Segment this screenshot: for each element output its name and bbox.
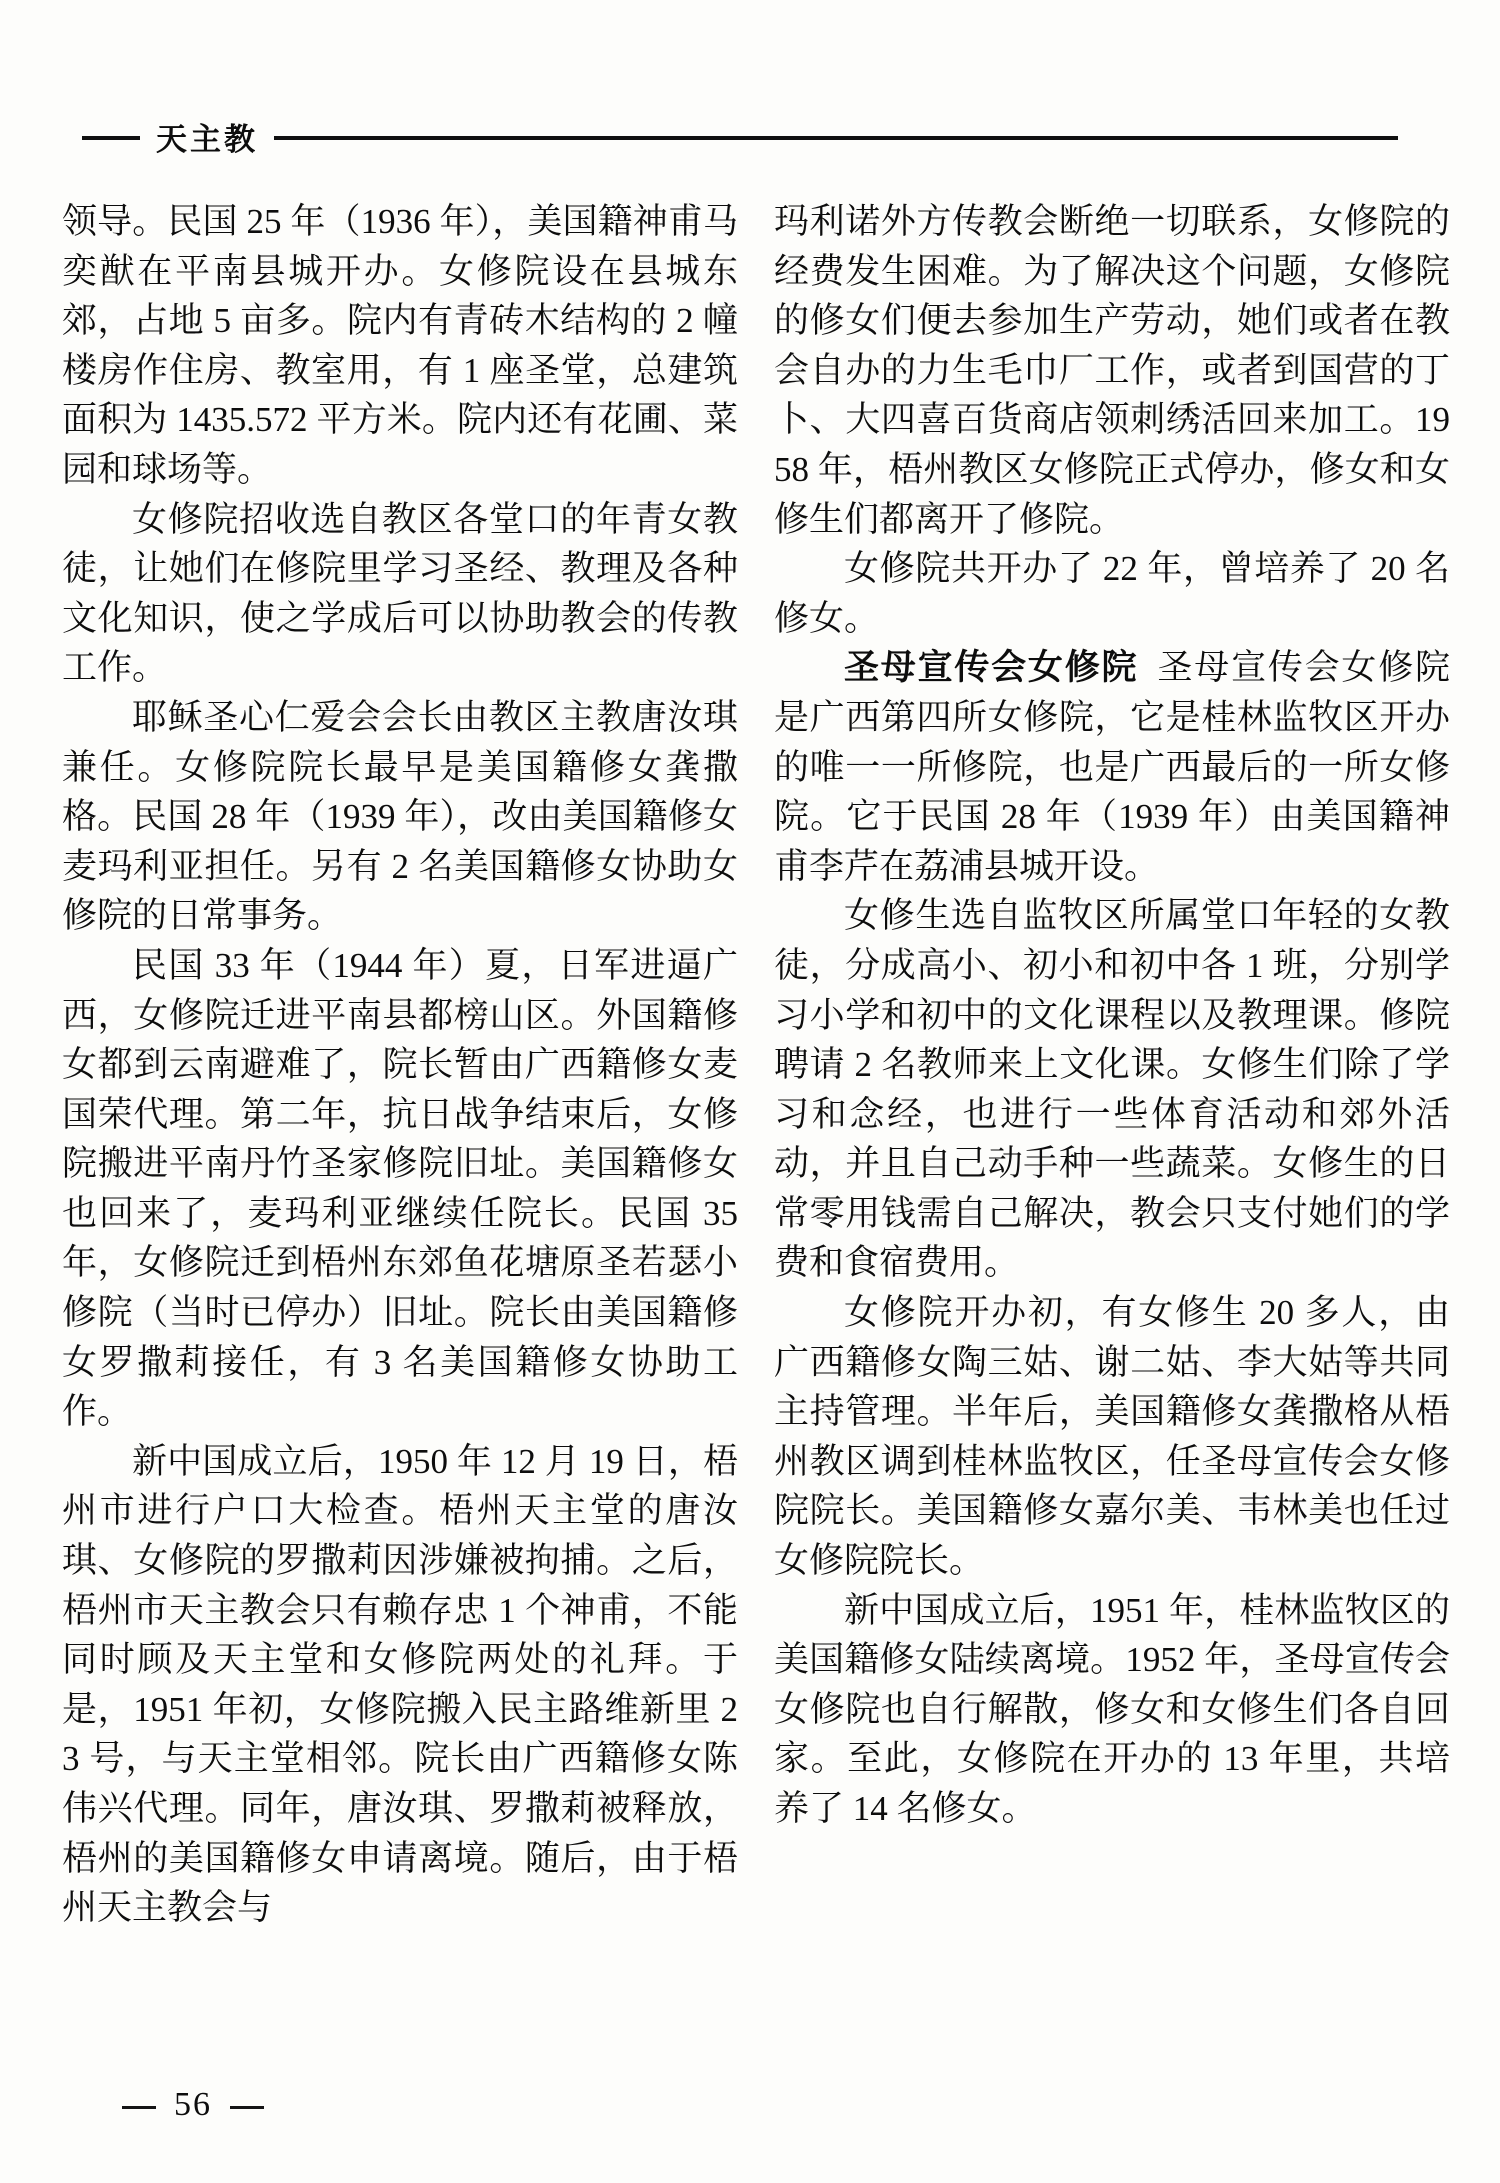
paragraph: 耶稣圣心仁爱会会长由教区主教唐汝琪兼任。女修院院长最早是美国籍修女龚撒格。民国 28 年（1939 年），改由美国籍修女麦玛利亚担任。另有 2 名美国籍修女协助女修院的日常事务。 xyxy=(62,697,738,936)
paragraph: 女修院开办初，有女修生 20 多人，由广西籍修女陶三姑、谢二姑、李大姑等共同主持管理。半年后，美国籍修女龚撒格从梧州教区调到桂林监牧区，任圣母宣传会女修院院长。美国籍修女嘉尔美、韦林美也任过女修院院长。 xyxy=(774,1293,1450,1581)
left-column xyxy=(62,197,738,1933)
paragraph: 女修院共开办了 22 年，曾培养了 20 名修女。 xyxy=(774,549,1450,638)
entry-body: 圣母宣传会女修院是广西第四所女修院，它是桂林监牧区开办的唯一一所修院，也是广西最后的一所女修院。它于民国 28 年（1939 年）由美国籍神甫李芹在荔浦县城开设。 xyxy=(774,648,1450,886)
paragraph: 新中国成立后，1950 年 12 月 19 日，梧州市进行户口大检查。梧州天主堂的唐汝琪、女修院的罗撒莉因涉嫌被拘捕。之后，梧州市天主教会只有赖存忠 1 个神甫，不能同时顾及天主堂和女修院两处的礼拜。于是，1951 年初，女修院搬入民主路维新里 23 号，与天主堂相邻。院长由广西籍修女陈伟兴代理。同年，唐汝琪、罗撒莉被释放，梧州的美国籍修女申请离境。随后，由于梧州天主教会与 xyxy=(62,1441,738,1928)
header-left-dash xyxy=(82,136,140,140)
header-rule xyxy=(274,136,1398,140)
paragraph: 民国 33 年（1944 年）夏，日军进逼广西，女修院迁进平南县都榜山区。外国籍修女都到云南避难了，院长暂由广西籍修女麦国荣代理。第二年，抗日战争结束后，女修院搬进平南丹竹圣家修院旧址。美国籍修女也回来了，麦玛利亚继续任院长。民国 35 年，女修院迁到梧州东郊鱼花塘原圣若瑟小修院（当时已停办）旧址。院长由美国籍修女罗撒莉接任，有 3 名美国籍修女协助工作。 xyxy=(62,945,738,1432)
paragraph: 女修院招收选自教区各堂口的年青女教徒，让她们在修院里学习圣经、教理及各种文化知识，使之学成后可以协助教会的传教工作。 xyxy=(62,499,738,688)
page-footer xyxy=(122,2086,264,2124)
running-head xyxy=(82,122,1398,157)
paragraph: 新中国成立后，1951 年，桂林监牧区的美国籍修女陆续离境。1952 年，圣母宣传会女修院也自行解散，修女和女修生们各自回家。至此，女修院在开办的 13 年里，共培养了 14 名修女。 xyxy=(774,1590,1450,1828)
footer-right-dash xyxy=(230,2106,264,2109)
right-column xyxy=(774,197,1450,1933)
entry-paragraph xyxy=(774,643,1450,891)
paragraph: 玛利诺外方传教会断绝一切联系，女修院的经费发生困难。为了解决这个问题，女修院的修女们便去参加生产劳动，她们或者在教会自办的力生毛巾厂工作，或者到国营的丁卜、大四喜百货商店领刺绣活回来加工。1958 年，梧州教区女修院正式停办，修女和女修生们都离开了修院。 xyxy=(774,202,1450,539)
entry-heading: 圣母宣传会女修院 xyxy=(844,648,1139,688)
paragraph: 女修生选自监牧区所属堂口年轻的女教徒，分成高小、初小和初中各 1 班，分别学习小学和初中的文化课程以及教理课。修院聘请 2 名教师来上文化课。女修生们除了学习和念经，也进行一些体育活动和郊外活动，并且自己动手种一些蔬菜。女修生的日常零用钱需自己解决，教会只支付她们的学费和食宿费用。 xyxy=(774,896,1450,1283)
section-title: 天主教 xyxy=(156,122,258,157)
footer-left-dash xyxy=(122,2106,156,2109)
page-number: 56 xyxy=(174,2086,212,2123)
paragraph: 领导。民国 25 年（1936 年），美国籍神甫马奕猷在平南县城开办。女修院设在县城东郊，占地 5 亩多。院内有青砖木结构的 2 幢楼房作住房、教室用，有 1 座圣堂，总建筑面积为 1435.572 平方米。院内还有花圃、菜园和球场等。 xyxy=(62,202,738,489)
text-columns xyxy=(62,197,1450,1933)
